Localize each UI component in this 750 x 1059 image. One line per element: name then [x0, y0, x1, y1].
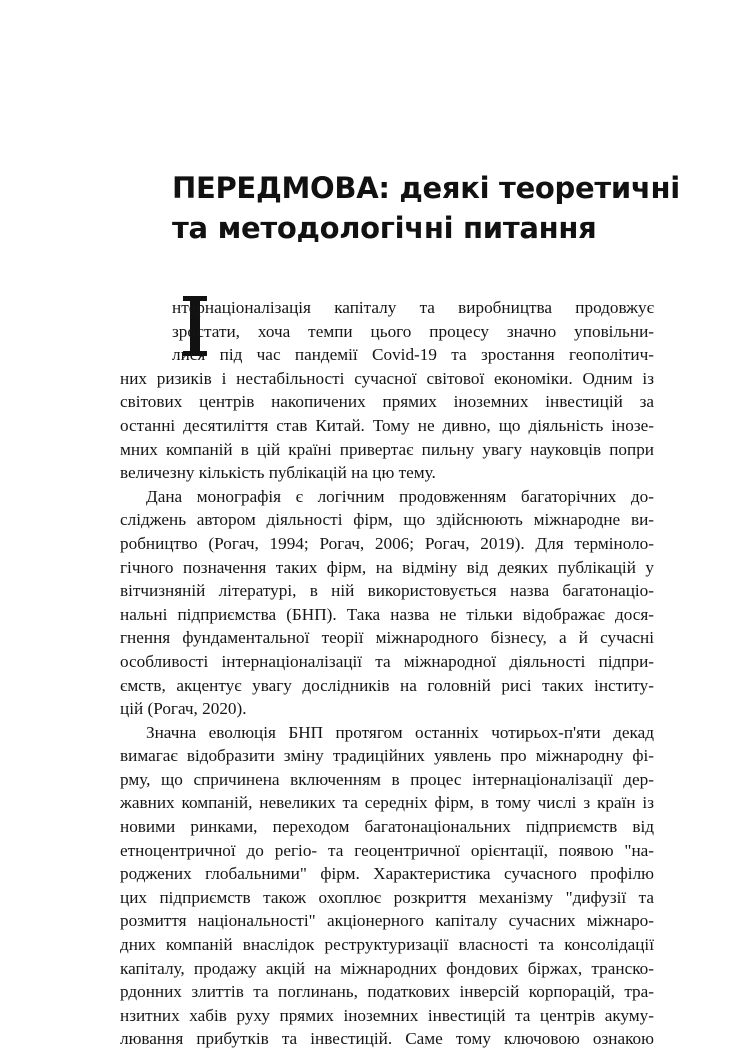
paragraph2-line: робництво (Рогач, 1994; Рогач, 2006; Рогач, 2019). Для терміноло-: [120, 533, 654, 553]
chapter-title-line-2: та методологічні питання: [172, 211, 597, 245]
paragraph-1: [120, 296, 654, 485]
paragraph2-line: нальні підприємства (БНП). Така назва не тільки відображає дося-: [120, 604, 654, 624]
paragraph2-line: сліджень автором діяльності фірм, що здійснюють міжнародне ви-: [120, 510, 654, 530]
paragraph2-line: гнення фундаментальної теорії міжнародного бізнесу, а й сучасні: [120, 628, 654, 648]
paragraph3-line: рдонних злиттів та поглинань, податкових інверсій корпорацій, тра-: [120, 982, 654, 1002]
paragraph3-line: жавних компаній, невеликих та середніх фірм, в тому числі з країн із: [120, 793, 654, 813]
paragraph2-line: особливості інтернаціоналізації та міжнародної діяльності підпри-: [120, 651, 654, 671]
paragraph2-line: Дана монографія є логічним продовженням багаторічних до-: [146, 486, 654, 506]
paragraph2-line: гічного позначення таких фірм, на відміну від деяких публікацій у: [120, 557, 654, 577]
paragraph3-line: цих підприємств також охоплює розкриття механізму "дифузії та: [120, 887, 654, 907]
paragraph3-line: новими ринками, переходом багатонаціональних підприємств від: [120, 817, 654, 837]
paragraph1-line: величезну кількість публікацій на цю тему.: [120, 463, 436, 483]
paragraph-2: [120, 485, 654, 721]
body-text: [120, 296, 654, 1051]
paragraph3-line: нзитних хабів руху прямих іноземних інвестицій та центрів акуму-: [120, 1005, 654, 1025]
paragraph1-line: зростати, хоча темпи цього процесу значно уповільни-: [172, 321, 654, 341]
paragraph1-line: світових центрів накопичених прямих іноземних інвестицій за: [120, 392, 654, 412]
paragraph1-line: мних компаній в цій країні привертає пильну увагу науковців попри: [120, 439, 654, 459]
chapter-title: [172, 168, 680, 248]
paragraph2-line: вітчизняній літературі, в ній використовується назва багатонаціо-: [120, 581, 654, 601]
paragraph2-line: ємств, акцентує увагу дослідників на головній рисі таких інститу-: [120, 675, 654, 695]
paragraph-3: [120, 721, 654, 1051]
paragraph3-line: роджених глобальними" фірм. Характеристика сучасного профілю: [120, 864, 654, 884]
paragraph3-line: дних компаній внаслідок реструктуризації власності та консолідації: [120, 935, 654, 955]
paragraph2-line: цій (Рогач, 2020).: [120, 699, 247, 719]
paragraph3-line: етноцентричної до регіо- та геоцентричної орієнтації, появою "на-: [120, 840, 654, 860]
paragraph3-line: рму, що спричинена включенням в процес інтернаціоналізації дер-: [120, 769, 654, 789]
paragraph1-line: лися під час пандемії Covid-19 та зростання геополітич-: [172, 345, 654, 365]
paragraph3-line: вимагає відобразити зміну традиційних уявлень про міжнародну фі-: [120, 746, 654, 766]
paragraph3-line: лювання прибутків та інвестицій. Саме тому ключовою ознакою: [120, 1029, 654, 1049]
paragraph1-line: нтернаціоналізація капіталу та виробництва продовжує: [172, 298, 654, 317]
paragraph3-line: розмиття національності" акціонерного капіталу сучасних міжнаро-: [120, 911, 654, 931]
paragraph3-line: капіталу, продажу акцій на міжнародних фондових біржах, транско-: [120, 958, 654, 978]
paragraph3-line: Значна еволюція БНП протягом останніх чотирьох-п'яти декад: [146, 722, 654, 742]
chapter-title-line-1: ПЕРЕДМОВА: деякі теоретичні: [172, 171, 680, 205]
paragraph1-line: них ризиків і нестабільності сучасної світової економіки. Одним із: [120, 368, 654, 388]
paragraph1-line: останні десятиліття став Китай. Тому не дивно, що діяльність інозе-: [120, 415, 654, 435]
